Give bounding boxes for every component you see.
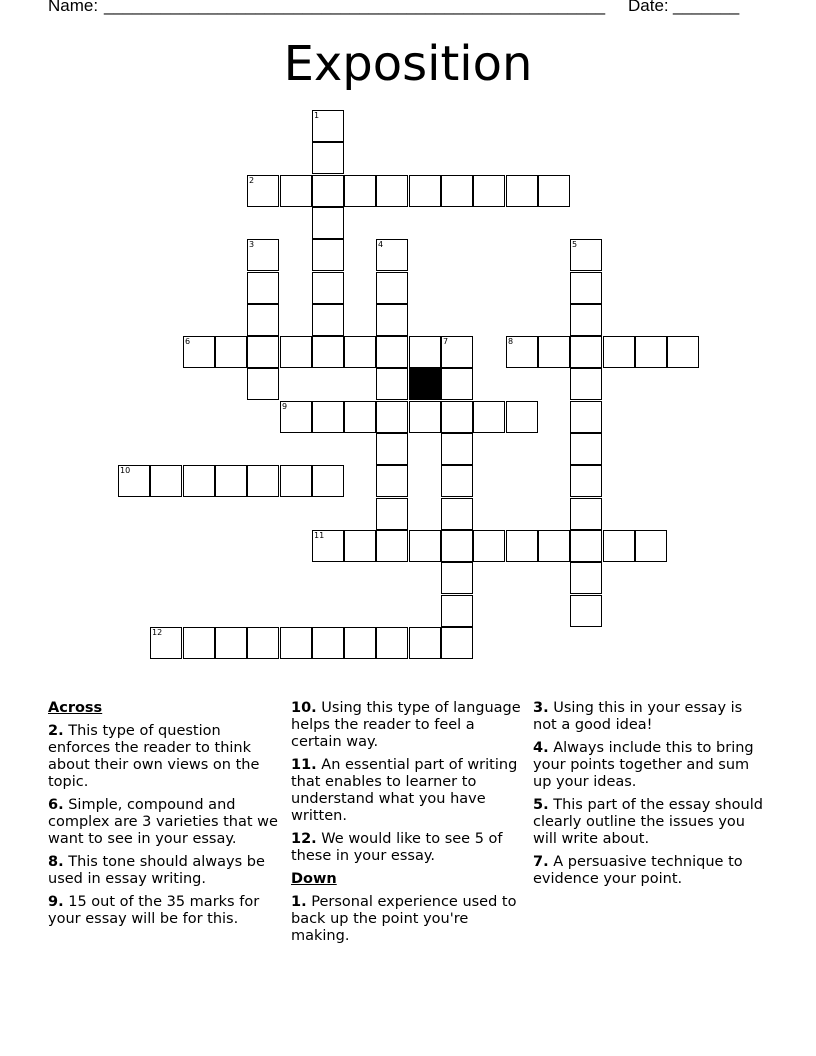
grid-cell[interactable] <box>344 336 376 368</box>
clue-number: 7. <box>533 854 549 870</box>
down-heading: Down <box>291 871 337 887</box>
clue-number: 6. <box>48 797 64 813</box>
clue <box>48 854 280 888</box>
grid-cell[interactable] <box>312 110 344 142</box>
grid-cell[interactable] <box>473 175 505 207</box>
clue-number: 12. <box>291 831 317 847</box>
clue-text: A persuasive technique to evidence your point. <box>533 854 743 887</box>
grid-cell[interactable] <box>376 175 408 207</box>
grid-cell[interactable] <box>570 401 602 433</box>
clue-text: Simple, compound and complex are 3 varieties that we want to see in your essay. <box>48 797 278 847</box>
date-field[interactable]: _______ <box>673 0 740 15</box>
grid-cell[interactable] <box>247 272 279 304</box>
grid-cell[interactable] <box>570 530 602 562</box>
grid-cell[interactable] <box>247 239 279 271</box>
clue-text: Always include this to bring your points together and sum up your ideas. <box>533 740 754 790</box>
grid-cell[interactable] <box>312 401 344 433</box>
grid-cell[interactable] <box>441 530 473 562</box>
grid-cell[interactable] <box>247 627 279 659</box>
clue-number: 11 <box>314 531 325 540</box>
grid-cell[interactable] <box>441 433 473 465</box>
across-heading: Across <box>48 700 103 716</box>
grid-cell[interactable] <box>247 465 279 497</box>
grid-cell[interactable] <box>376 239 408 271</box>
clue-text: Personal experience used to back up the point you're making. <box>291 894 517 944</box>
page-title: Exposition <box>283 36 533 92</box>
clue-number: 3. <box>533 700 549 716</box>
grid-cell[interactable] <box>441 465 473 497</box>
grid-cell[interactable] <box>376 368 408 400</box>
clue-text: This part of the essay should clearly outline the issues you will write about. <box>533 797 763 847</box>
grid-cell[interactable] <box>570 498 602 530</box>
clue <box>533 700 765 734</box>
grid-cell[interactable] <box>118 465 150 497</box>
down-clue-list <box>291 894 523 945</box>
grid-cell[interactable] <box>312 627 344 659</box>
grid-cell[interactable] <box>183 336 215 368</box>
grid-cell[interactable] <box>538 530 570 562</box>
grid-cell[interactable] <box>570 368 602 400</box>
grid-cell[interactable] <box>183 627 215 659</box>
grid-cell[interactable] <box>376 272 408 304</box>
grid-cell[interactable] <box>215 465 247 497</box>
clue <box>533 797 765 848</box>
clue-number: 4. <box>533 740 549 756</box>
grid-cell[interactable] <box>280 627 312 659</box>
grid-cell[interactable] <box>247 175 279 207</box>
grid-cell[interactable] <box>376 433 408 465</box>
grid-cell[interactable] <box>312 142 344 174</box>
clue-number: 9. <box>48 894 64 910</box>
grid-cell[interactable] <box>441 627 473 659</box>
grid-cell[interactable] <box>312 465 344 497</box>
grid-cell[interactable] <box>441 595 473 627</box>
clues-column-3 <box>533 700 765 894</box>
grid-cell[interactable] <box>570 433 602 465</box>
clue-number: 5. <box>533 797 549 813</box>
grid-cell[interactable] <box>280 465 312 497</box>
clue-number: 1 <box>314 111 320 120</box>
grid-cell[interactable] <box>667 336 699 368</box>
clue-number: 10. <box>291 700 317 716</box>
grid-cell[interactable] <box>409 175 441 207</box>
grid-cell[interactable] <box>538 175 570 207</box>
grid-cell[interactable] <box>312 336 344 368</box>
grid-cell[interactable] <box>441 336 473 368</box>
clue <box>533 854 765 888</box>
grid-cell[interactable] <box>280 175 312 207</box>
grid-cell[interactable] <box>441 498 473 530</box>
clue <box>291 700 523 751</box>
grid-cell[interactable] <box>376 401 408 433</box>
grid-cell[interactable] <box>247 368 279 400</box>
clue-text: We would like to see 5 of these in your essay. <box>291 831 503 864</box>
clue-number: 2 <box>249 176 255 185</box>
grid-cell[interactable] <box>247 304 279 336</box>
clue-number: 6 <box>185 337 191 346</box>
name-label: Name: <box>48 0 99 15</box>
grid-cell[interactable] <box>506 175 538 207</box>
grid-cell[interactable] <box>570 272 602 304</box>
clue <box>291 894 523 945</box>
grid-cell[interactable] <box>538 336 570 368</box>
grid-cell[interactable] <box>506 530 538 562</box>
grid-cell[interactable] <box>344 401 376 433</box>
grid-cell[interactable] <box>280 336 312 368</box>
grid-cell[interactable] <box>570 304 602 336</box>
clue-number: 10 <box>120 466 131 475</box>
clue-number: 7 <box>443 337 449 346</box>
grid-cell[interactable] <box>570 595 602 627</box>
grid-cell[interactable] <box>441 368 473 400</box>
clue-number: 11. <box>291 757 317 773</box>
clue-number: 9 <box>282 402 288 411</box>
clue <box>48 797 280 848</box>
grid-cell[interactable] <box>473 530 505 562</box>
clue <box>291 757 523 825</box>
grid-cell[interactable] <box>312 239 344 271</box>
black-cell <box>409 368 441 400</box>
grid-cell[interactable] <box>376 627 408 659</box>
name-field[interactable]: _____________________________________________________ <box>104 0 606 15</box>
grid-cell[interactable] <box>344 530 376 562</box>
grid-cell[interactable] <box>570 336 602 368</box>
clue-text: This type of question enforces the reader to think about their own views on the topic. <box>48 723 260 790</box>
grid-cell[interactable] <box>247 336 279 368</box>
grid-cell[interactable] <box>376 304 408 336</box>
clue-number: 4 <box>378 240 384 249</box>
grid-cell[interactable] <box>635 336 667 368</box>
grid-cell[interactable] <box>441 401 473 433</box>
grid-cell[interactable] <box>215 627 247 659</box>
grid-cell[interactable] <box>570 562 602 594</box>
grid-cell[interactable] <box>506 336 538 368</box>
across-clue-list <box>48 723 280 928</box>
down-clue-list-continued <box>533 700 765 888</box>
clue <box>291 831 523 865</box>
grid-cell[interactable] <box>280 401 312 433</box>
clue-text: Using this type of language helps the reader to feel a certain way. <box>291 700 521 750</box>
grid-cell[interactable] <box>409 530 441 562</box>
grid-cell[interactable] <box>409 401 441 433</box>
clue-number: 12 <box>152 628 163 637</box>
grid-cell[interactable] <box>376 465 408 497</box>
grid-cell[interactable] <box>312 304 344 336</box>
grid-cell[interactable] <box>603 336 635 368</box>
grid-cell[interactable] <box>570 239 602 271</box>
clues-column-1 <box>48 700 280 934</box>
grid-cell[interactable] <box>441 175 473 207</box>
clue-number: 8. <box>48 854 64 870</box>
grid-cell[interactable] <box>215 336 247 368</box>
grid-cell[interactable] <box>570 465 602 497</box>
clue-text: An essential part of writing that enables to learner to understand what you have written. <box>291 757 518 824</box>
grid-cell[interactable] <box>441 562 473 594</box>
grid-cell[interactable] <box>344 175 376 207</box>
date-label: Date: <box>628 0 669 15</box>
grid-cell[interactable] <box>312 530 344 562</box>
clue-number: 8 <box>508 337 514 346</box>
clues-column-2 <box>291 700 523 951</box>
clue <box>533 740 765 791</box>
clue-text: 15 out of the 35 marks for your essay will be for this. <box>48 894 260 927</box>
grid-cell[interactable] <box>409 627 441 659</box>
clue <box>48 894 280 928</box>
grid-cell[interactable] <box>312 175 344 207</box>
clue-text: Using this in your essay is not a good idea! <box>533 700 743 733</box>
grid-cell[interactable] <box>150 627 182 659</box>
grid-cell[interactable] <box>635 530 667 562</box>
clue-number: 2. <box>48 723 64 739</box>
grid-cell[interactable] <box>312 207 344 239</box>
grid-cell[interactable] <box>376 336 408 368</box>
grid-cell[interactable] <box>409 336 441 368</box>
grid-cell[interactable] <box>183 465 215 497</box>
clue-text: This tone should always be used in essay writing. <box>48 854 265 887</box>
across-clue-list-continued <box>291 700 523 865</box>
grid-cell[interactable] <box>376 530 408 562</box>
grid-cell[interactable] <box>312 272 344 304</box>
grid-cell[interactable] <box>603 530 635 562</box>
grid-cell[interactable] <box>376 498 408 530</box>
grid-cell[interactable] <box>344 627 376 659</box>
grid-cell[interactable] <box>150 465 182 497</box>
clue <box>48 723 280 791</box>
clue-number: 1. <box>291 894 307 910</box>
clue-number: 5 <box>572 240 578 249</box>
grid-cell[interactable] <box>473 401 505 433</box>
clue-number: 3 <box>249 240 255 249</box>
grid-cell[interactable] <box>506 401 538 433</box>
